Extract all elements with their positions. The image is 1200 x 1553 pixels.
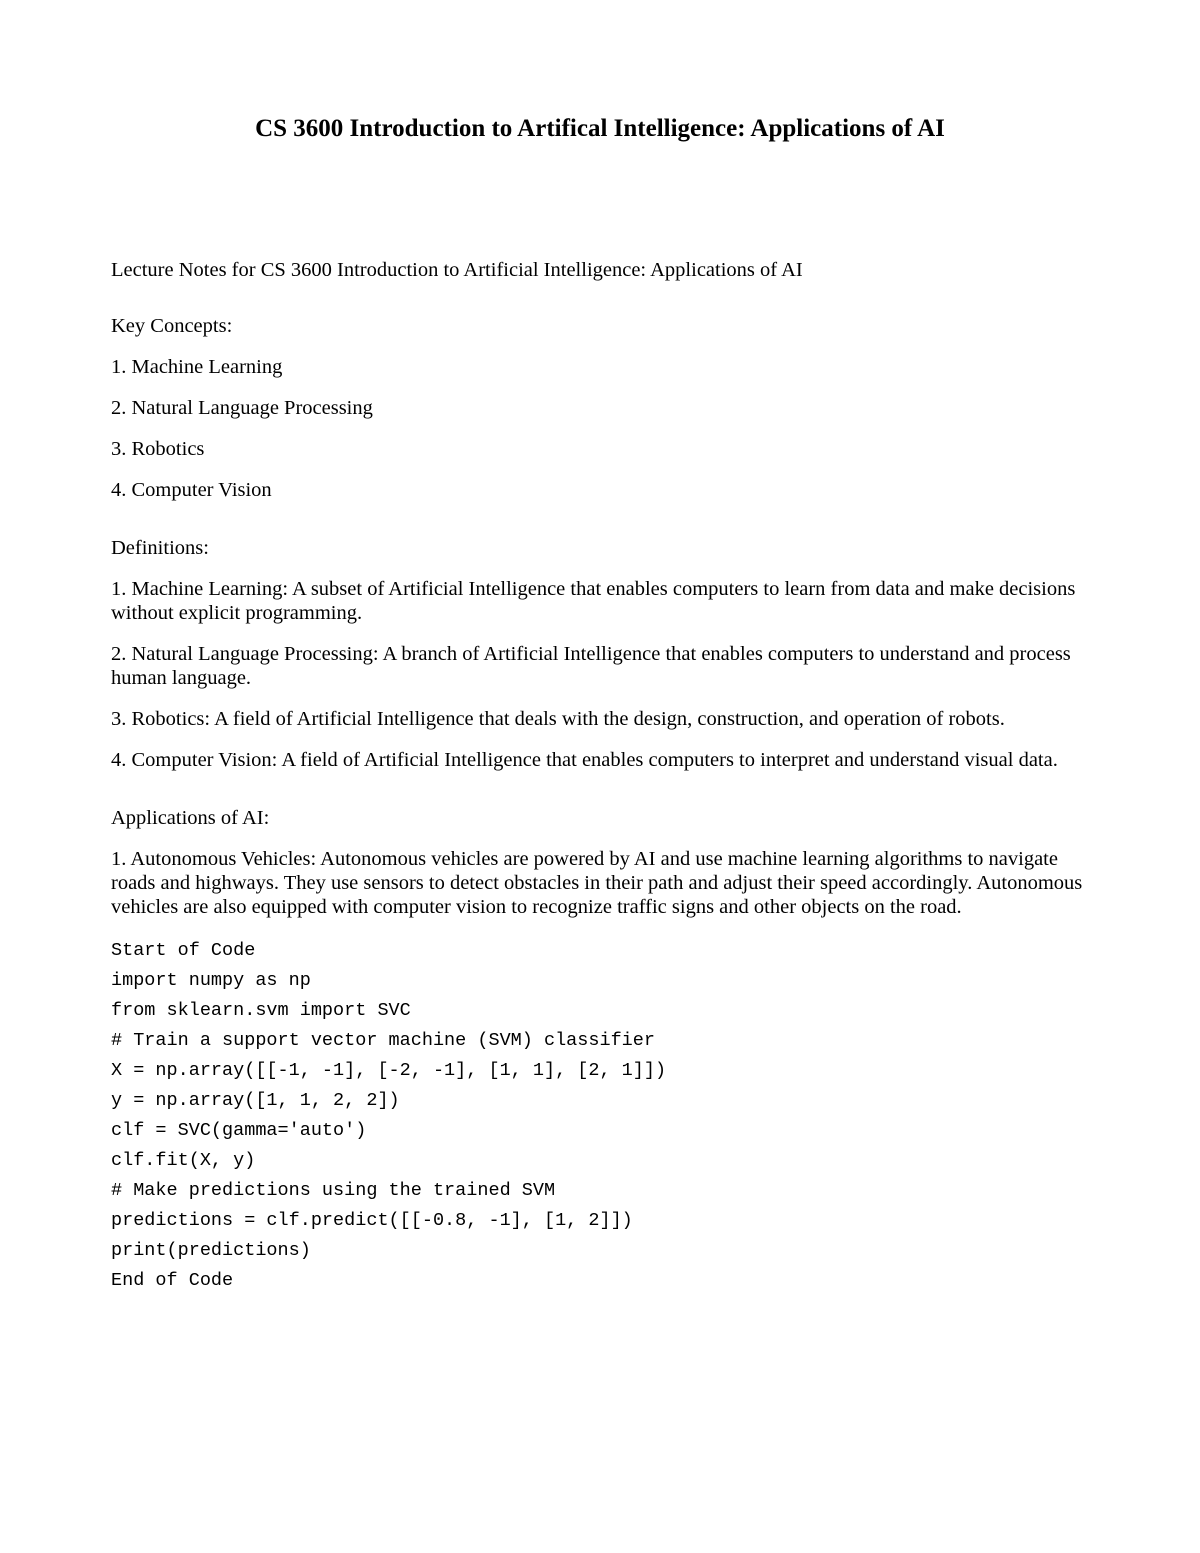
definition-item: 3. Robotics: A field of Artificial Intelligence that deals with the design, construction, and operation of robots. (111, 708, 1005, 730)
definition-item: 4. Computer Vision: A field of Artificial Intelligence that enables computers to interpret and understand visual data. (111, 749, 1058, 771)
code-comment: # Make predictions using the trained SVM (111, 1180, 556, 1201)
code-end-marker: End of Code (111, 1270, 234, 1291)
definitions-heading: Definitions: (111, 537, 209, 559)
code-predict-block (111, 1179, 1096, 1263)
definitions-section (111, 536, 1096, 772)
code-line: y = np.array([1, 1, 2, 2]) (111, 1090, 400, 1111)
code-comment: # Train a support vector machine (SVM) classifier (111, 1030, 655, 1051)
code-line: predictions = clf.predict([[-0.8, -1], [1, 2]]) (111, 1210, 633, 1231)
key-concept-item: 1. Machine Learning (111, 356, 283, 378)
code-start-block (111, 939, 1096, 1023)
definition-item: 2. Natural Language Processing: A branch of Artificial Intelligence that enables computers to understand and process human language. (111, 643, 1071, 689)
code-line: import numpy as np (111, 970, 311, 991)
key-concept-item: 3. Robotics (111, 438, 205, 460)
definition-item: 1. Machine Learning: A subset of Artificial Intelligence that enables computers to learn from data and make decisions without explicit programming. (111, 578, 1076, 624)
key-concepts-section (111, 314, 1096, 502)
code-line: from sklearn.svm import SVC (111, 1000, 411, 1021)
applications-section (111, 806, 1096, 919)
code-start-marker: Start of Code (111, 940, 256, 961)
document-body (111, 258, 1096, 1293)
intro-paragraph: Lecture Notes for CS 3600 Introduction to Artificial Intelligence: Applications of AI (111, 259, 803, 281)
application-item: 1. Autonomous Vehicles: Autonomous vehicles are powered by AI and use machine learning algorithms to navigate roads and highways. They use sensors to detect obstacles in their path and adjust their speed accordingly. Autonomous vehicles are also equipped with computer vision to recognize traffic signs and other objects on the road. (111, 848, 1083, 918)
code-line: print(predictions) (111, 1240, 311, 1261)
code-line: X = np.array([[-1, -1], [-2, -1], [1, 1], [2, 1]]) (111, 1060, 667, 1081)
key-concept-item: 4. Computer Vision (111, 479, 272, 501)
key-concepts-heading: Key Concepts: (111, 315, 233, 337)
code-line: clf.fit(X, y) (111, 1150, 256, 1171)
document-title: CS 3600 Introduction to Artifical Intelligence: Applications of AI (255, 115, 945, 142)
code-section (111, 939, 1096, 1293)
key-concept-item: 2. Natural Language Processing (111, 397, 373, 419)
code-line: clf = SVC(gamma='auto') (111, 1120, 367, 1141)
code-train-block (111, 1029, 1096, 1173)
applications-heading: Applications of AI: (111, 807, 270, 829)
